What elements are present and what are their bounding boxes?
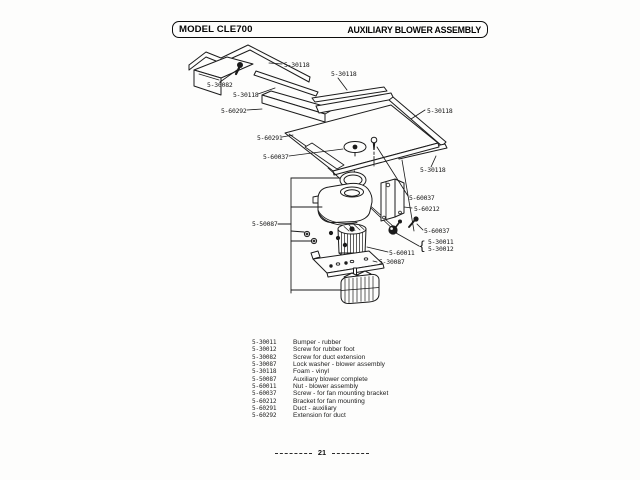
parts-list-row <box>252 354 388 361</box>
part-number: 5-60011 <box>252 383 277 391</box>
part-description: Screw for rubber foot <box>293 346 355 354</box>
part-callout: 5-60292 <box>221 107 247 115</box>
part-callout: 5-60037 <box>409 194 435 202</box>
part-description: Foam - vinyl <box>293 368 329 376</box>
parts-list <box>252 339 388 420</box>
parts-list-row <box>252 346 388 353</box>
part-callout: 5-50087 <box>252 220 278 228</box>
part-number: 5-60292 <box>252 412 277 420</box>
part-callout: 5-60291 <box>257 134 283 142</box>
page-footer <box>260 448 384 458</box>
part-number: 5-60037 <box>252 390 277 398</box>
parts-list-row <box>252 368 388 375</box>
part-description: Bumper - rubber <box>293 339 342 346</box>
parts-list-row <box>252 412 388 419</box>
parts-list-row <box>252 376 388 383</box>
part-callout: 5-30087 <box>379 258 405 266</box>
part-number: 5-60291 <box>252 405 277 413</box>
part-callout: 5-30011 <box>428 238 454 246</box>
part-number: 5-30087 <box>252 361 277 369</box>
part-description: Auxiliary blower complete <box>293 375 368 383</box>
part-number: 5-50087 <box>252 375 277 383</box>
fan-mounting-bracket <box>381 179 404 221</box>
part-callout: 5-30118 <box>420 166 446 174</box>
part-description: Duct - auxiliary <box>293 405 337 413</box>
brace-glyph: { <box>418 238 426 253</box>
page-title: AUXILIARY BLOWER ASSEMBLY <box>347 24 481 35</box>
part-description: Screw - for fan mounting bracket <box>293 390 389 398</box>
part-callout: 5-30118 <box>284 61 310 69</box>
part-number: 5-30082 <box>252 353 277 361</box>
bumper <box>388 220 402 235</box>
part-callout: 5-60212 <box>414 205 440 213</box>
part-number: 5-60212 <box>252 397 277 405</box>
footer-rule-left <box>275 453 312 454</box>
duct-extension <box>194 57 253 95</box>
part-description: Nut - blower assembly <box>293 383 359 391</box>
part-callout: 5-30082 <box>207 81 233 89</box>
parts-list-row <box>252 383 388 390</box>
part-callout: 5-30012 <box>428 245 454 253</box>
screw-icon <box>409 216 419 227</box>
part-description: Screw for duct extension <box>293 353 366 361</box>
part-callout: 5-30118 <box>233 91 259 99</box>
part-callout: 5-30118 <box>331 70 357 78</box>
parts-list-row <box>252 398 388 405</box>
part-callout: 5-60037 <box>263 153 289 161</box>
parts-list-row <box>252 405 388 412</box>
parts-list-row <box>252 339 388 346</box>
part-number: 5-30011 <box>252 339 277 346</box>
blower-housing <box>313 183 372 225</box>
model-label: MODEL CLE700 <box>179 24 253 35</box>
part-description: Lock washer - blower assembly <box>293 361 385 369</box>
part-description: Bracket for fan mounting <box>293 397 365 405</box>
parts-list-row <box>252 361 388 368</box>
part-callout: 5-60011 <box>389 249 415 257</box>
footer-rule-right <box>332 453 369 454</box>
page-number: 21 <box>317 448 327 458</box>
part-description: Extension for duct <box>293 412 346 420</box>
part-number: 5-30012 <box>252 346 277 354</box>
part-number: 5-30118 <box>252 368 277 376</box>
parts-list-row <box>252 390 388 397</box>
part-callout: 5-60037 <box>424 227 450 235</box>
part-callout: 5-30118 <box>427 107 453 115</box>
motor-mount-plate <box>311 251 384 277</box>
